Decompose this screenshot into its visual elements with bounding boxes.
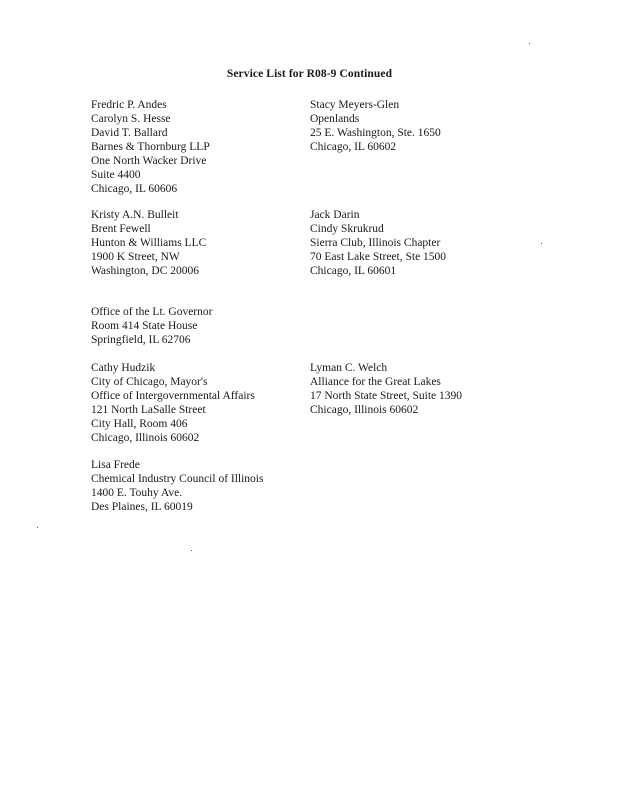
entry-line: Chicago, IL 60606 xyxy=(91,183,178,195)
entry-line: Lisa Frede xyxy=(91,459,140,471)
service-entry-lt-governor xyxy=(91,305,212,347)
entry-line: Fredric P. Andes xyxy=(91,99,167,111)
scan-speck xyxy=(191,550,192,551)
entry-line: Cathy Hudzik xyxy=(91,362,156,374)
entry-line: Stacy Meyers-Glen xyxy=(310,99,400,111)
entry-line: Brent Fewell xyxy=(91,223,151,235)
entry-line: Lyman C. Welch xyxy=(310,362,388,374)
entry-line: David T. Ballard xyxy=(91,127,168,139)
service-entry-barnes-thornburg xyxy=(91,98,210,196)
entry-line: Openlands xyxy=(310,113,360,125)
entry-line: Sierra Club, Illinois Chapter xyxy=(310,237,441,249)
entry-line: Room 414 State House xyxy=(91,320,198,332)
entry-line: Alliance for the Great Lakes xyxy=(310,376,441,388)
entry-line: Carolyn S. Hesse xyxy=(91,113,171,125)
entry-line: 25 E. Washington, Ste. 1650 xyxy=(310,127,441,139)
entry-line: 1400 E. Touhy Ave. xyxy=(91,487,183,499)
entry-line: Chicago, Illinois 60602 xyxy=(91,432,200,444)
entry-line: 70 East Lake Street, Ste 1500 xyxy=(310,251,447,263)
entry-line: 17 North State Street, Suite 1390 xyxy=(310,390,463,402)
entry-line: City of Chicago, Mayor's xyxy=(91,376,208,388)
scan-speck xyxy=(529,43,530,44)
entry-line: Office of Intergovernmental Affairs xyxy=(91,390,255,402)
entry-line: Office of the Lt. Governor xyxy=(91,306,213,318)
entry-line: Springfield, IL 62706 xyxy=(91,334,191,346)
page-title: Service List for R08-9 Continued xyxy=(226,68,393,80)
service-entry-sierra-club xyxy=(310,208,446,278)
entry-line: 121 North LaSalle Street xyxy=(91,404,206,416)
entry-line: Chicago, IL 60602 xyxy=(310,141,397,153)
entry-line: Jack Darin xyxy=(310,209,360,221)
entry-line: Hunton & Williams LLC xyxy=(91,237,207,249)
entry-line: Kristy A.N. Bulleit xyxy=(91,209,179,221)
service-entry-city-of-chicago xyxy=(91,361,255,445)
entry-line: Chicago, Illinois 60602 xyxy=(310,404,419,416)
entry-line: City Hall, Room 406 xyxy=(91,418,188,430)
entry-line: Cindy Skrukrud xyxy=(310,223,384,235)
service-entry-chemical-industry-council xyxy=(91,458,263,514)
service-entry-hunton-williams xyxy=(91,208,206,278)
scan-speck xyxy=(541,243,542,244)
entry-line: Des Plaines, IL 60019 xyxy=(91,501,193,513)
service-entry-alliance-great-lakes xyxy=(310,361,462,417)
entry-line: 1900 K Street, NW xyxy=(91,251,180,263)
entry-line: One North Wacker Drive xyxy=(91,155,207,167)
entry-line: Chemical Industry Council of Illinois xyxy=(91,473,264,485)
scan-speck xyxy=(37,527,38,528)
entry-line: Washington, DC 20006 xyxy=(91,265,200,277)
entry-line: Barnes & Thornburg LLP xyxy=(91,141,210,153)
entry-line: Suite 4400 xyxy=(91,169,141,181)
entry-line: Chicago, IL 60601 xyxy=(310,265,397,277)
service-entry-openlands xyxy=(310,98,441,154)
